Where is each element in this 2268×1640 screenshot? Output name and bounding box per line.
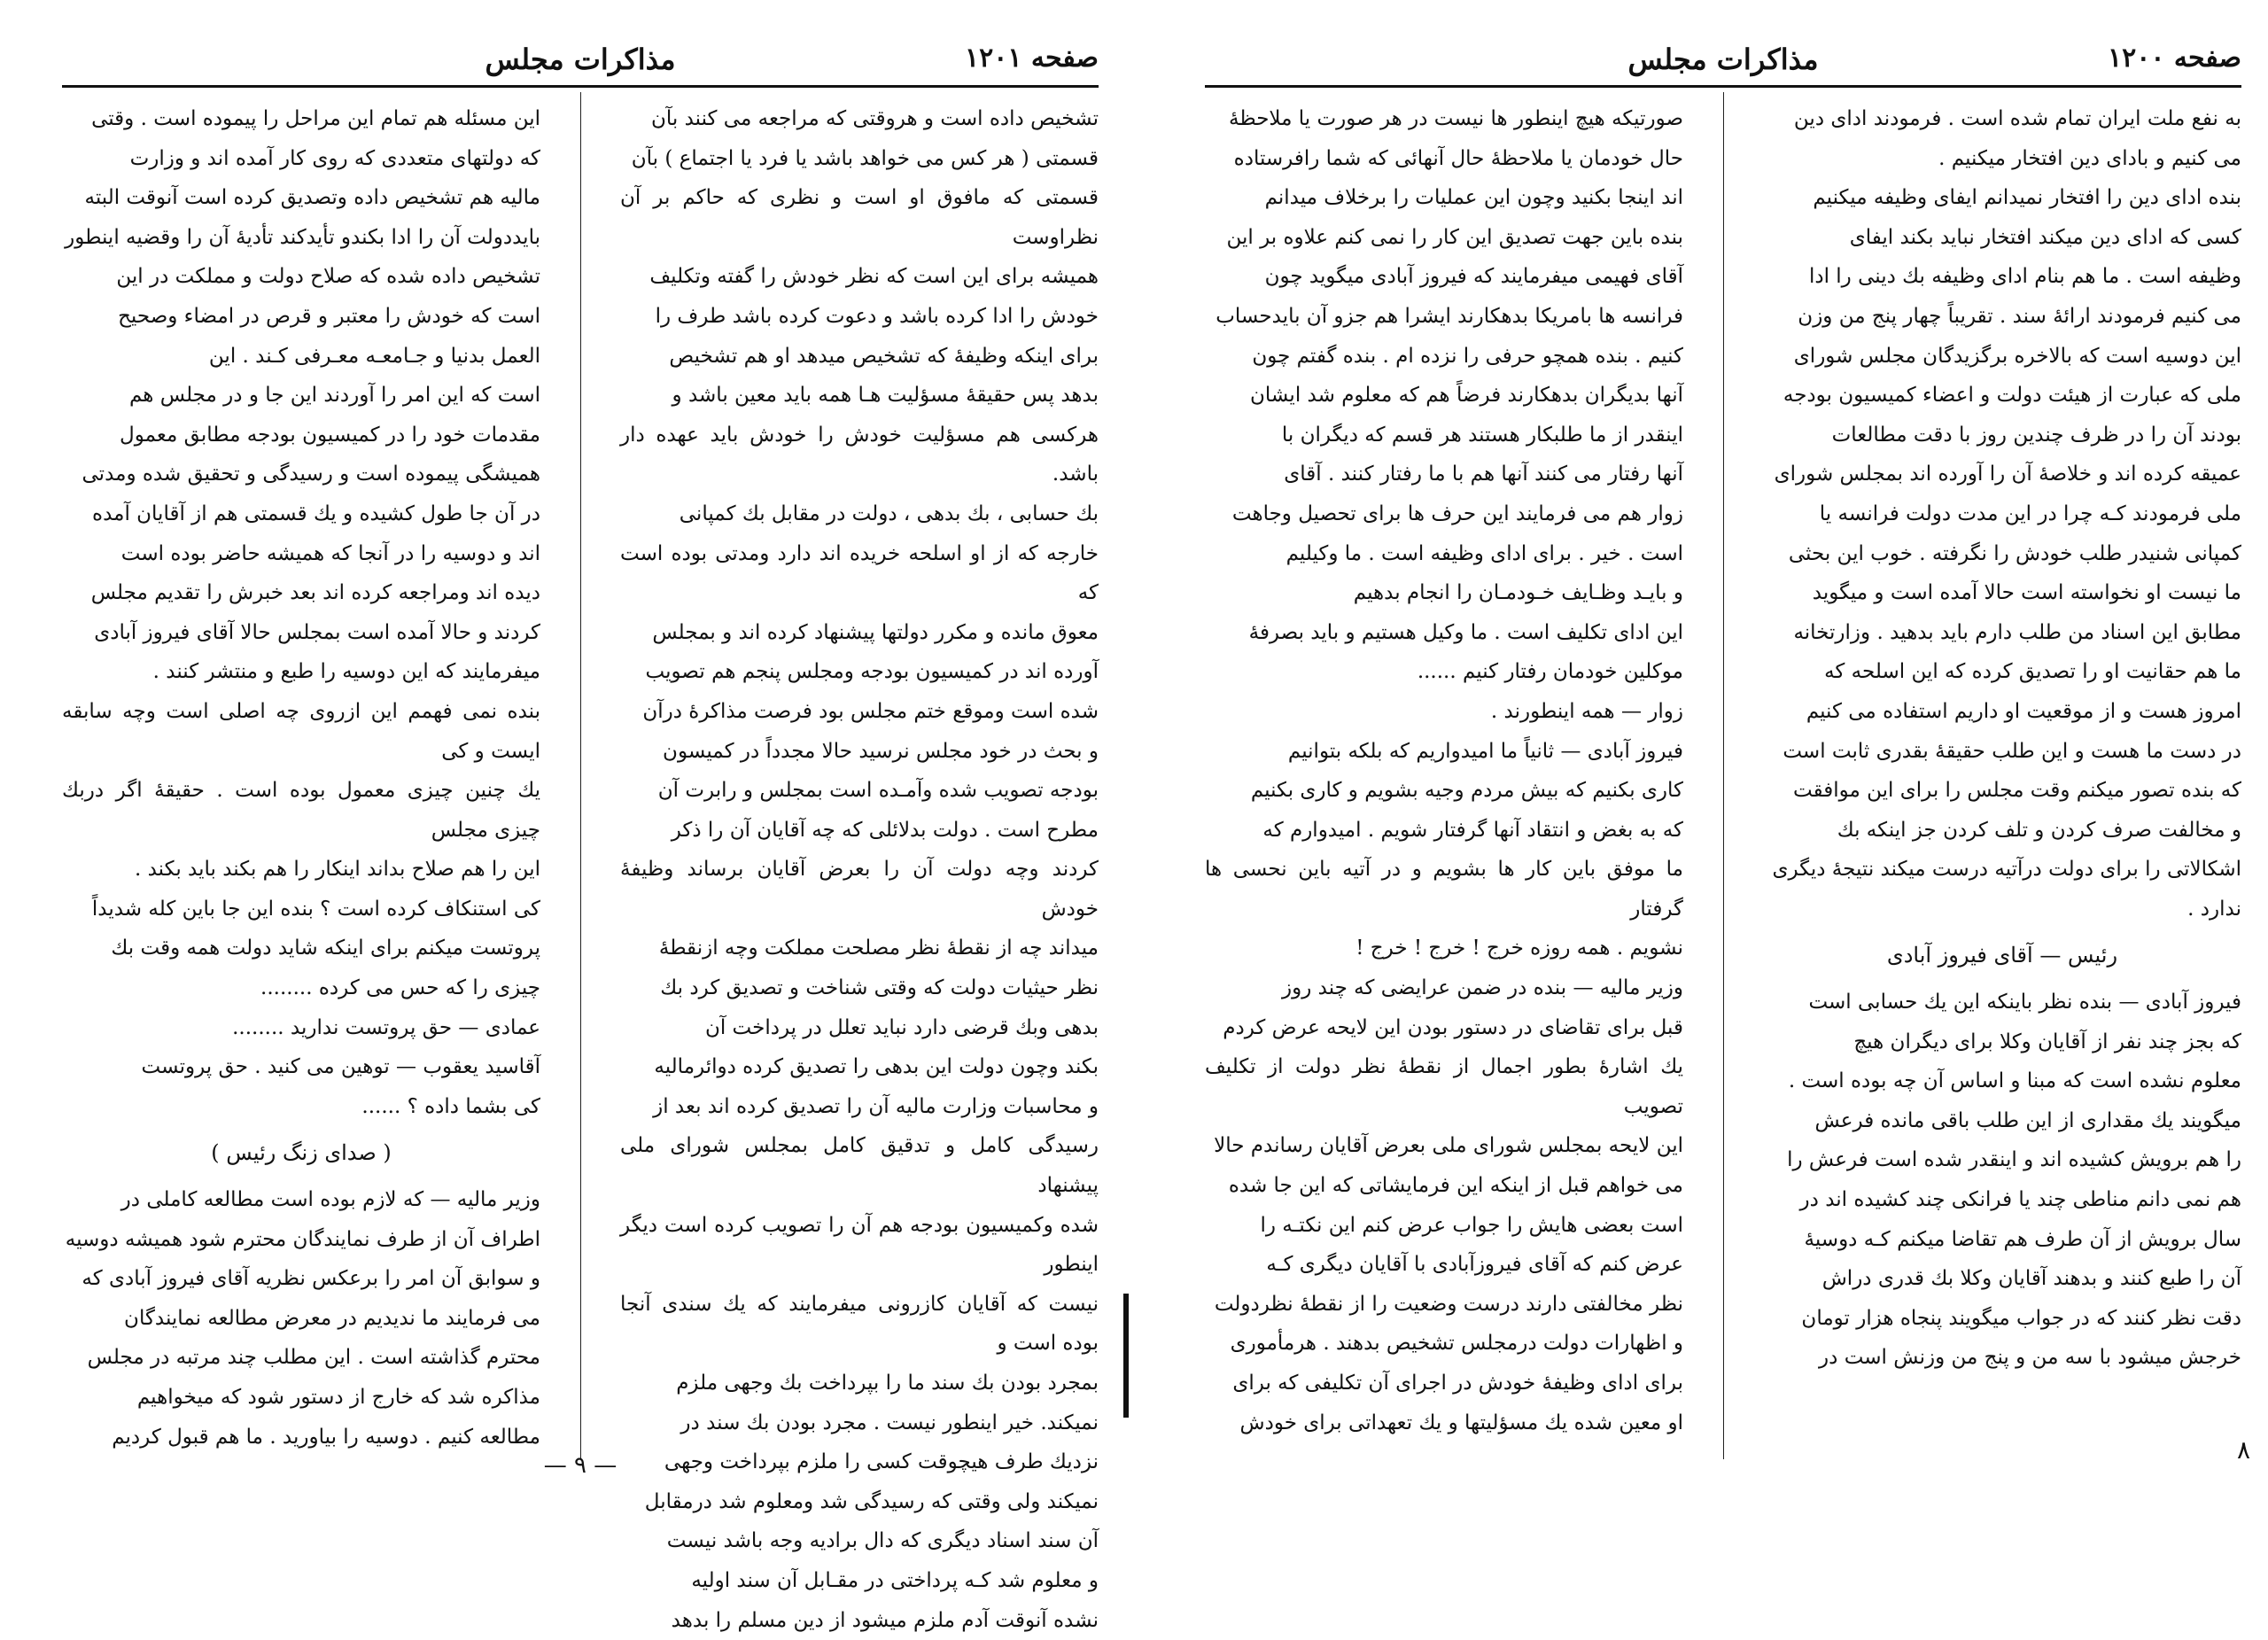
text-line: نشده آنوقت آدم ملزم میشود از دین مسلم را بدهد <box>671 1608 1099 1632</box>
text-line: دیده اند ومراجعه کرده اند بعد خبرش را تقدیم مجلس <box>90 581 540 605</box>
text-line: کی بشما داده ؟ ...... <box>361 1094 540 1118</box>
text-line: او معین شده یك مسؤلیتها و یك تعهداتی برای خودش <box>1239 1411 1683 1434</box>
text-line: ما هم حقانیت او را تصدیق کرده که این اسلحه که <box>1824 660 2241 684</box>
text-line: میفرمایند که این دوسیه را طبع و منتشر کنند . <box>152 660 540 684</box>
text-line: عمیقه کرده اند و خلاصهٔ آن را آورده اند بمجلس شورای <box>1774 462 2241 486</box>
text-line: خودش را ادا کرده باشد و دعوت کرده باشد طرف را <box>655 304 1099 328</box>
text-line: و بحث در خود مجلس نرسید حالا مجدداً در کمیسون <box>663 739 1099 763</box>
text-line: آقای فهیمی میفرمایند که فیروز آبادی میگوید چون <box>1264 265 1683 289</box>
right-column-divider <box>1723 92 1724 1459</box>
text-line: تشخیص داده است و هروقتی که مراجعه می کنند بآن <box>650 107 1099 130</box>
text-line: را هم برویش کشیده اند و اینقدر شده است فرعش را <box>1787 1148 2241 1172</box>
text-line: میگویند یك مقداری از این طلب باقی مانده فرعش <box>1814 1108 2241 1132</box>
text-line: آن سند اسناد دیگری که دال برادیه وجه باشد نیست <box>666 1529 1099 1553</box>
text-line: همیشه برای این است که نظر خودش را گفته وتکلیف <box>649 265 1099 289</box>
text-line: نزدیك طرف هیچوقت کسی را ملزم بپرداخت وجهی <box>664 1450 1099 1474</box>
text-line: برای اینکه وظیفهٔ که تشخیص میدهد او هم تشخیص <box>669 344 1099 368</box>
text-line: خرجش میشود با سه من و پنج من وزنش است در <box>1819 1346 2241 1370</box>
text-line: کنیم . بنده همچو حرفی را نزده ام . بنده گفتم چون <box>1252 344 1683 368</box>
right-page-right-column <box>1763 99 2241 1378</box>
text-line: در دست ما هست و این طلب حقیقهٔ بقدری ثابت است <box>1783 739 2241 763</box>
text-line: می کنیم و بادای دین افتخار میکنیم . <box>1938 146 2241 170</box>
text-line: فرانسه ها بامریکا بدهکارند ایشرا هم جزو آن بایدحساب <box>1216 304 1683 328</box>
text-line: نمیکند. خیر اینطور نیست . مجرد بودن بك سند در <box>680 1411 1099 1434</box>
text-line: بك حسابی ، بك بدهی ، دولت در مقابل بك کمپانی <box>679 501 1099 525</box>
left-page-right-column <box>620 99 1099 1640</box>
text-line: بمجرد بودن بك سند ما را بپرداخت بك وجهی ملزم <box>676 1372 1099 1395</box>
text-line: کمپانی شنیدر طلب خودش را نگرفته . خوب این بحثی <box>1788 541 2241 565</box>
text-line: کسی که ادای دین میکند افتخار نباید بکند ایفای <box>1849 225 2241 249</box>
text-line: نظر مخالفتی دارند درست وضعیت را از نقطهٔ نظردولت <box>1214 1292 1683 1316</box>
text-line: در آن جا طول کشیده و یك قسمتی هم از آقایان آمده <box>92 501 540 525</box>
text-line: حال خودمان یا ملاحظهٔ حال آنهائی که شما رافرستاده <box>1233 146 1683 170</box>
text-line: بایددولت آن را ادا بکندو تأیدکند تأدیهٔ آن را وقضیه اینطور <box>65 225 540 249</box>
text-line: است که خودش را معتبر و قرص در امضاء وصحیح <box>118 304 540 328</box>
left-page <box>62 0 1099 1632</box>
text-line: ما موفق باین کار ها بشویم و در آتیه باین نحسی ها گرفتار <box>1205 858 1683 921</box>
text-line: بدهی وبك قرضی دارد نباید تعلل در پرداخت آن <box>704 1015 1099 1039</box>
left-page-header <box>62 43 1099 82</box>
text-line: بودند آن را در ظرف چندین روز با دقت مطالعات <box>1831 423 2241 447</box>
text-line: و محاسبات وزارت مالیه آن را تصدیق کرده اند بعد از <box>653 1094 1099 1118</box>
text-line: شده وکمیسیون بودجه هم آن را تصویب کرده است دیگر اینطور <box>620 1213 1099 1277</box>
text-line: اشکالاتی را برای دولت درآتیه درست میکند نتیجهٔ دیگری <box>1772 858 2241 882</box>
text-line: است بعضی هایش را جواب عرض کنم این نکتـه را <box>1260 1213 1683 1237</box>
text-line: نیست که آقایان کازرونی میفرمایند که یك سندی آنجا بوده است و <box>620 1292 1099 1356</box>
text-line: نشویم . همه روزه خرج ! خرج ! خرج ! <box>1355 937 1683 960</box>
text-line: بودجه تصویب شده وآمـده است بمجلس و رابرت آن <box>657 779 1099 803</box>
text-line: فیروز آبادی — ثانیاً ما امیدواریم که بلکه بتوانیم <box>1287 739 1683 763</box>
text-line: پروتست میکنم برای اینکه شاید دولت همه وقت بك <box>111 937 540 960</box>
text-line: دقت نظر کنند که در جواب میگویند پنجاه هزار تومان <box>1801 1306 2241 1330</box>
text-line: که بجز چند نفر از آقایان وکلا برای دیگران هیچ <box>1853 1030 2241 1053</box>
left-header-rule <box>62 85 1099 88</box>
text-line: اند و دوسیه را در آنجا که همیشه حاضر بوده است <box>120 541 540 565</box>
text-line: زوار هم می فرمایند این حرف ها برای تحصیل وجاهت <box>1231 501 1683 525</box>
text-line: بنده نمی فهمم این ازروی چه اصلی است وچه سابقه ایست و کی <box>62 699 540 763</box>
text-line: کردند وچه دولت آن را بعرض آقایان برساند وظیفهٔ خودش <box>620 858 1099 921</box>
text-line: قسمتی ( هر کس می خواهد باشد یا فرد یا اجتماع ) بآن <box>631 146 1099 170</box>
text-line: مطابق این اسناد من طلب دارم باید بدهید . وزارتخانه <box>1793 620 2241 644</box>
text-line: قسمتی که مافوق او است و نظری که حاکم بر آن نظراوست <box>620 186 1099 249</box>
text-line: موکلین خودمان رفتار کنیم ...... <box>1417 660 1683 684</box>
text-line: است که این امر را آوردند این جا و در مجلس هم <box>129 384 540 408</box>
text-line: محترم گذاشته است . این مطلب چند مرتبه در مجلس <box>87 1346 540 1370</box>
bell-note: ( صدای زنگ رئیس ) <box>211 1140 392 1166</box>
right-page-number: صفحه ۱۲۰۰ <box>2108 43 2241 74</box>
text-line: می خواهم قبل از اینکه این فرمایشاتی که این جا شده <box>1228 1174 1683 1198</box>
left-page-title: مذاکرات مجلس <box>485 43 676 76</box>
text-line: تشخیص داده شده که صلاح دولت و مملکت در این <box>116 265 540 289</box>
text-line: فیروز آبادی — بنده نظر باینکه این یك حسابی است <box>1808 991 2241 1014</box>
left-page-left-column <box>62 99 540 1457</box>
text-line: کی استنکاف کرده است ؟ بنده این جا باین کله شدیداً <box>91 897 540 921</box>
text-line: بنده ادای دین را افتخار نمیدانم ایفای وظیفه میکنیم <box>1813 186 2241 210</box>
text-line: زوار — همه اینطورند . <box>1490 699 1683 723</box>
text-line: این مسئله هم تمام این مراحل را پیموده است . وقتی <box>91 107 540 130</box>
text-line: آورده اند در کمیسیون بودجه ومجلس پنجم هم تصویب <box>645 660 1099 684</box>
text-line: کردند و حالا آمده است بمجلس حالا آقای فیروز آبادی <box>94 620 540 644</box>
text-line: است . خیر . برای ادای وظیفه است . ما وکیلیم <box>1285 541 1683 565</box>
text-line: این دوسیه است که بالاخره برگزیدگان مجلس شورای <box>1793 344 2241 368</box>
text-line: مالیه هم تشخیص داده وتصدیق کرده است آنوقت البته <box>84 186 540 210</box>
text-line: نظر حیثیات دولت که وقتی شناخت و تصدیق کرد بك <box>660 976 1099 1000</box>
text-line: و اظهارات دولت درمجلس تشخیص بدهند . هرمأموری <box>1230 1332 1683 1356</box>
text-line: عمادی — حق پروتست ندارید ........ <box>232 1015 540 1039</box>
text-line: ملی فرمودند کـه چرا در این مدت دولت فرانسه یا <box>1819 501 2241 525</box>
text-line: اند اینجا بکنید وچون این عملیات را برخلاف میدانم <box>1264 186 1683 210</box>
text-line: هرکسی هم مسؤلیت خودش را خودش باید عهده دار باشد. <box>620 423 1099 486</box>
right-page-title: مذاکرات مجلس <box>1627 43 1819 76</box>
text-line: مذاکره شد که خارج از دستور شود که میخواهیم <box>136 1386 540 1409</box>
right-header-rule <box>1205 85 2241 88</box>
right-page-footer-number: ۸ <box>2236 1435 2250 1465</box>
text-line: وزیر مالیه — که لازم بوده است مطالعه کاملی در <box>120 1188 540 1212</box>
text-line: نمیکند ولی وقتی که رسیدگی شد ومعلوم شد درمقابل <box>644 1489 1099 1513</box>
text-line: قبل برای تقاضای در دستور بودن این لایحه عرض کردم <box>1223 1015 1683 1039</box>
text-line: و سوابق آن امر را برعکس نظریه آقای فیروز آبادی که <box>82 1267 540 1291</box>
text-line: بکند وچون دولت این بدهی را تصدیق کرده دوائرمالیه <box>654 1055 1099 1079</box>
text-line: امروز هست و از موقعیت او داریم استفاده می کنیم <box>1806 699 2241 723</box>
text-line: این ادای تکلیف است . ما وکیل هستیم و باید بصرفهٔ <box>1248 620 1683 644</box>
text-line: مطرح است . دولت بدلائلی که چه آقایان آن را ذکر <box>671 818 1099 842</box>
text-line: بنده باین جهت تصدیق این کار را نمی کنم علاوه بر این <box>1226 225 1683 249</box>
text-line: میداند چه از نقطهٔ نظر مصلحت مملکت وچه ازنقطهٔ <box>658 937 1099 960</box>
text-line: یك چنین چیزی معمول بوده است . حقیقهٔ اگر دربك چیزی مجلس <box>62 779 540 842</box>
text-line: که دولتهای متعددی که روی کار آمده اند و وزارت <box>129 146 540 170</box>
text-line: شده است وموقع ختم مجلس بود فرصت مذاکرهٔ درآن <box>642 699 1099 723</box>
text-line: و مخالفت صرف کردن و تلف کردن جز اینکه بك <box>1837 818 2241 842</box>
text-line: رسیدگی کامل و تدقیق کامل بمجلس شورای ملی پیشنهاد <box>620 1134 1099 1198</box>
text-line: که بنده تصور میکنم وقت مجلس را برای این موافقت <box>1793 779 2241 803</box>
left-page-number: صفحه ۱۲۰۱ <box>965 43 1099 74</box>
text-line: وزیر مالیه — بنده در ضمن عرایضی که چند روز <box>1281 976 1683 1000</box>
text-line: کاری بکنیم که بیش مردم وجیه بشویم و کاری بکنیم <box>1250 779 1683 803</box>
text-line: معلوم نشده است که مبنا و اساس آن چه بوده است . <box>1788 1069 2241 1093</box>
text-line: به نفع ملت ایران تمام شده است . فرمودند ادای دین <box>1793 107 2241 130</box>
text-line: ندارد . <box>2187 897 2241 921</box>
text-line: که به بغض و انتقاد آنها گرفتار شویم . امیدوارم که <box>1262 818 1683 842</box>
text-line: عرض کنم که آقای فیروزآبادی با آقایان دیگری کـه <box>1266 1253 1683 1277</box>
text-line: آن را طبع کنند و بدهند آقایان وکلا بك قدری دراش <box>1821 1267 2241 1291</box>
text-line: ملی که عبارت از هیئت دولت و اعضاء کمیسیون بودجه <box>1783 384 2241 408</box>
text-line: آقاسید یعقوب — توهین می کنید . حق پروتست <box>141 1055 540 1079</box>
text-line: خارجه که از او اسلحه خریده اند دارد ومدتی بوده است که <box>620 541 1099 605</box>
right-page <box>1205 0 2250 1495</box>
text-line: برای ادای وظیفهٔ خودش در اجرای آن تکلیفی که برای <box>1232 1372 1683 1395</box>
text-line: همیشگی پیموده است و رسیدگی و تحقیق شده ومدتی <box>82 462 540 486</box>
text-line: مطالعه کنیم . دوسیه را بیاورید . ما هم قبول کردیم <box>112 1425 540 1449</box>
text-line: چیزی را که حس می کرده ........ <box>260 976 540 1000</box>
text-line: می کنیم فرمودند ارائهٔ سند . تقریباً چهار پنج من وزن <box>1798 304 2241 328</box>
text-line: اطراف آن از طرف نمایندگان محترم شود همیشه دوسیه <box>65 1227 540 1251</box>
text-line: مقدمات خود را در کمیسیون بودجه مطابق معمول <box>120 423 540 447</box>
text-line: بدهد پس حقیقهٔ مسؤلیت هـا همه باید معین باشد و <box>672 384 1099 408</box>
text-line: العمل بدنیا و جـامعـه معـرفی کـند . این <box>208 344 540 368</box>
text-line: صورتیکه هیچ اینطور ها نیست در هر صورت یا ملاحظهٔ <box>1229 107 1683 130</box>
text-line: این را هم صلاح بداند اینکار را هم بکند باید بکند . <box>134 858 540 882</box>
text-line: این لایحه بمجلس شورای ملی بعرض آقایان رساندم حالا <box>1214 1134 1683 1158</box>
text-line: اینقدر از ما طلبکار هستند هر قسم که دیگران با <box>1281 423 1683 447</box>
binding-mark <box>1123 1294 1129 1418</box>
text-line: و بایـد وظـایف خـودمـان را انجام بدهیم <box>1353 581 1683 605</box>
text-line: یك اشارهٔ بطور اجمال از نقطهٔ نظر دولت از تکلیف تصویب <box>1205 1055 1683 1118</box>
text-line: وظیفه است . ما هم بنام ادای وظیفه بك دینی را ادا <box>1808 265 2241 289</box>
text-line: آنها رفتار می کنند آنها هم با ما رفتار کنند . آقای <box>1284 462 1683 486</box>
left-page-footer: — ۹ — <box>543 1452 617 1479</box>
speaker-heading: رئیس — آقای فیروز آبادی <box>1886 943 2118 968</box>
right-page-left-column <box>1205 99 1683 1442</box>
text-line: آنها بدیگران بدهکارند فرضاً هم که معلوم شد ایشان <box>1250 384 1683 408</box>
text-line: سال برویش از آن طرف هم تقاضا میکنم کـه دوسیهٔ <box>1804 1227 2241 1251</box>
right-page-header <box>1205 43 2241 82</box>
text-line: معوق مانده و مکرر دولتها پیشنهاد کرده اند و بمجلس <box>652 620 1099 644</box>
text-line: ما نیست او نخواسته است حالا آمده است و میگوید <box>1812 581 2241 605</box>
text-line: هم نمی دانم مناطی چند یا فرانکی چند کشیده اند در <box>1799 1188 2241 1212</box>
text-line: و معلوم شد کـه پرداختی در مقـابل آن سند اولیه <box>691 1568 1099 1592</box>
left-column-divider <box>580 92 581 1459</box>
text-line: می فرمایند ما ندیدیم در معرض مطالعه نمایندگان <box>124 1306 540 1330</box>
